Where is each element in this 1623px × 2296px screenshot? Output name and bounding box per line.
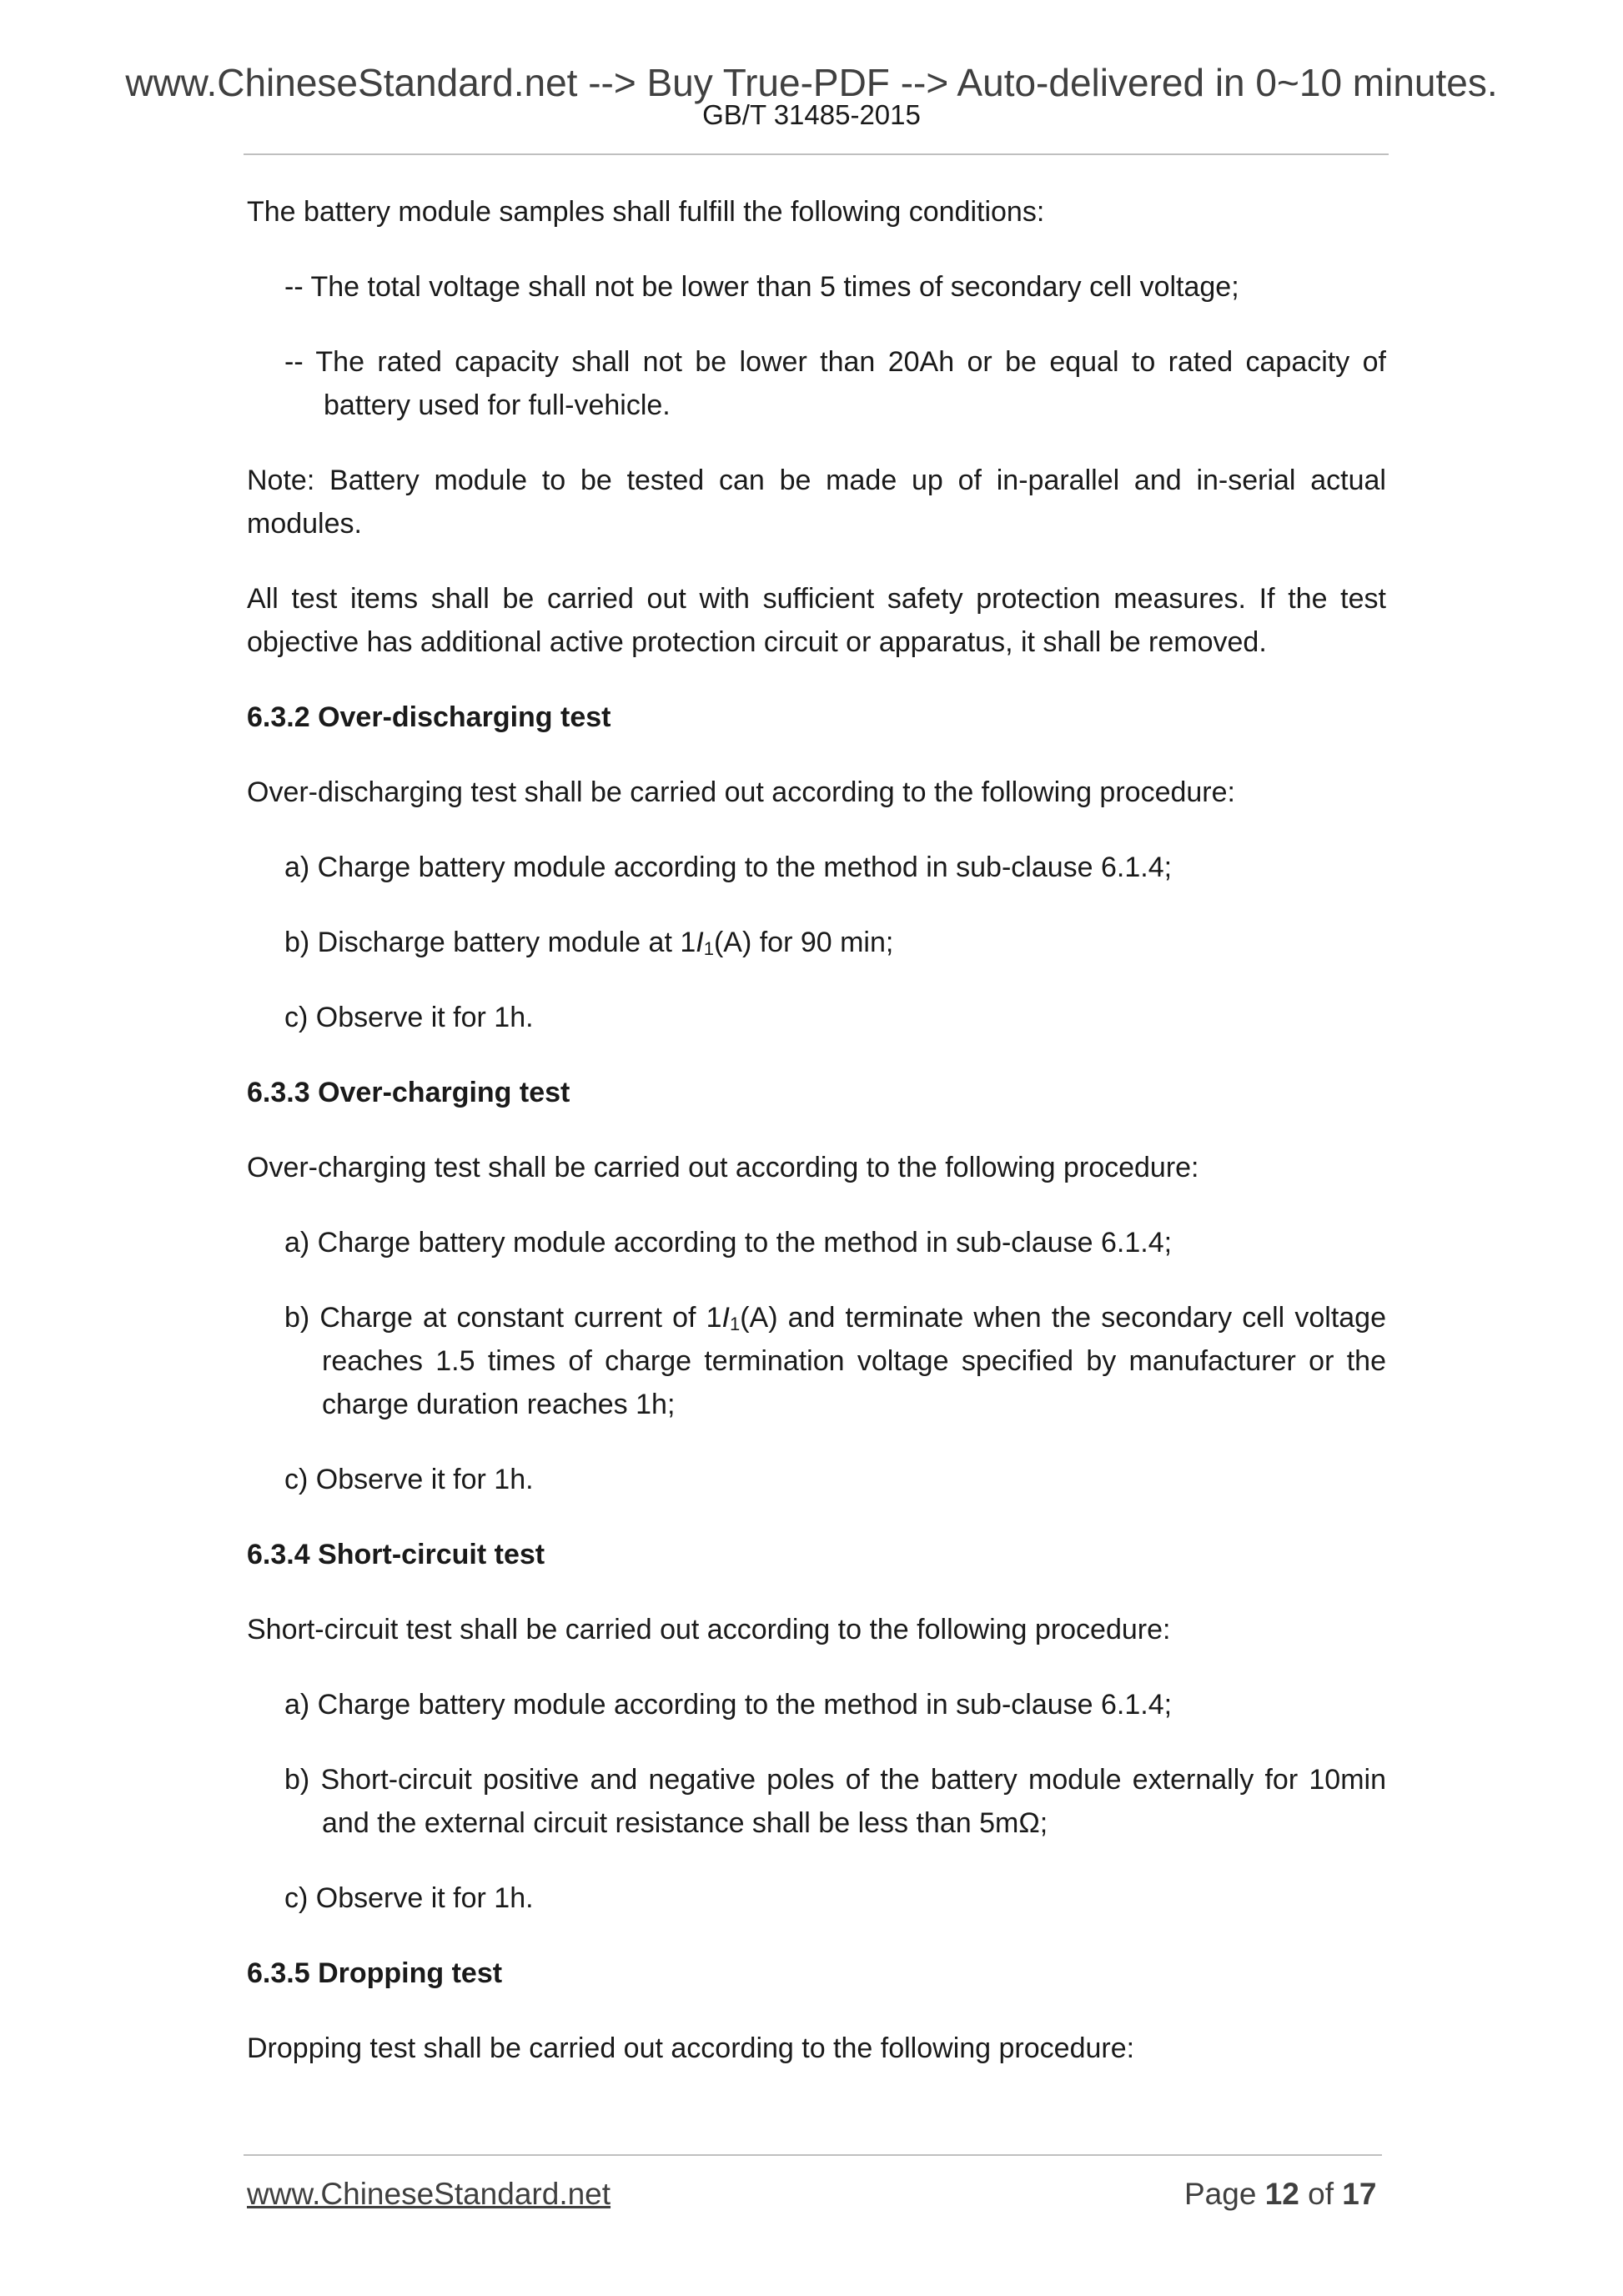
procedure-step: c) Observe it for 1h. [284,1002,534,1033]
procedure-step: a) Charge battery module according to the method in sub-clause 6.1.4; [284,852,1173,883]
page-of: of [1308,2177,1334,2211]
step-text: b) Charge at constant current of 1 [284,1302,722,1334]
section-heading-6-3-2: 6.3.2 Over-discharging test [247,701,611,733]
procedure-step: c) Observe it for 1h. [284,1464,534,1495]
section-heading-6-3-5: 6.3.5 Dropping test [247,1957,503,1989]
current-symbol: I [721,1302,730,1334]
footer-website-link[interactable]: www.ChineseStandard.net [247,2177,611,2211]
condition-item: -- The rated capacity shall not be lower than 20Ah or be equal to rated capacity of battery used for full-vehicle. [284,346,1386,421]
current-symbol: I [696,927,704,958]
section-intro: Short-circuit test shall be carried out according to the following procedure: [247,1614,1171,1645]
procedure-step [247,1296,1386,1426]
intro-paragraph: The battery module samples shall fulfill the following conditions: [247,196,1045,228]
procedure-step: c) Observe it for 1h. [284,1882,534,1914]
procedure-step [247,921,1386,964]
page-current: 12 [1264,2177,1299,2211]
condition-item: -- The total voltage shall not be lower than 5 times of secondary cell voltage; [284,271,1239,303]
step-text: (A) and terminate when the secondary cell voltage reaches 1.5 times of charge termination voltage specified by manufacturer or the charge duration reaches 1h; [322,1302,1386,1420]
section-intro: Over-charging test shall be carried out according to the following procedure: [247,1152,1199,1183]
page-word: Page [1184,2177,1257,2211]
document-body [247,190,1386,2102]
section-intro: Dropping test shall be carried out according to the following procedure: [247,2032,1135,2064]
current-subscript: 1 [729,1314,741,1334]
step-text: b) Discharge battery module at 1 [284,927,696,958]
step-text: (A) for 90 min; [713,927,894,958]
standard-code: GB/T 31485-2015 [702,99,921,130]
current-subscript: 1 [703,938,714,959]
section-heading-6-3-3: 6.3.3 Over-charging test [247,1077,570,1108]
page-total: 17 [1342,2177,1377,2211]
procedure-step: a) Charge battery module according to the method in sub-clause 6.1.4; [284,1689,1173,1721]
safety-paragraph: All test items shall be carried out with sufficient safety protection measures. If the test objective has additional active protection circuit or apparatus, it shall be removed. [247,583,1386,658]
note-paragraph: Note: Battery module to be tested can be made up of in-parallel and in-serial actual modules. [247,465,1386,540]
page-indicator [1184,2178,1376,2212]
section-intro: Over-discharging test shall be carried out according to the following procedure: [247,776,1235,808]
procedure-step: b) Short-circuit positive and negative poles of the battery module externally for 10min and the external circuit resistance shall be less than 5mΩ; [284,1764,1386,1839]
procedure-step: a) Charge battery module according to the method in sub-clause 6.1.4; [284,1227,1173,1259]
section-heading-6-3-4: 6.3.4 Short-circuit test [247,1539,545,1570]
footer-divider [244,2154,1382,2156]
header-banner: www.ChineseStandard.net --> Buy True-PDF --> Auto-delivered in 0~10 minutes. [125,61,1498,104]
header-divider [244,153,1389,155]
